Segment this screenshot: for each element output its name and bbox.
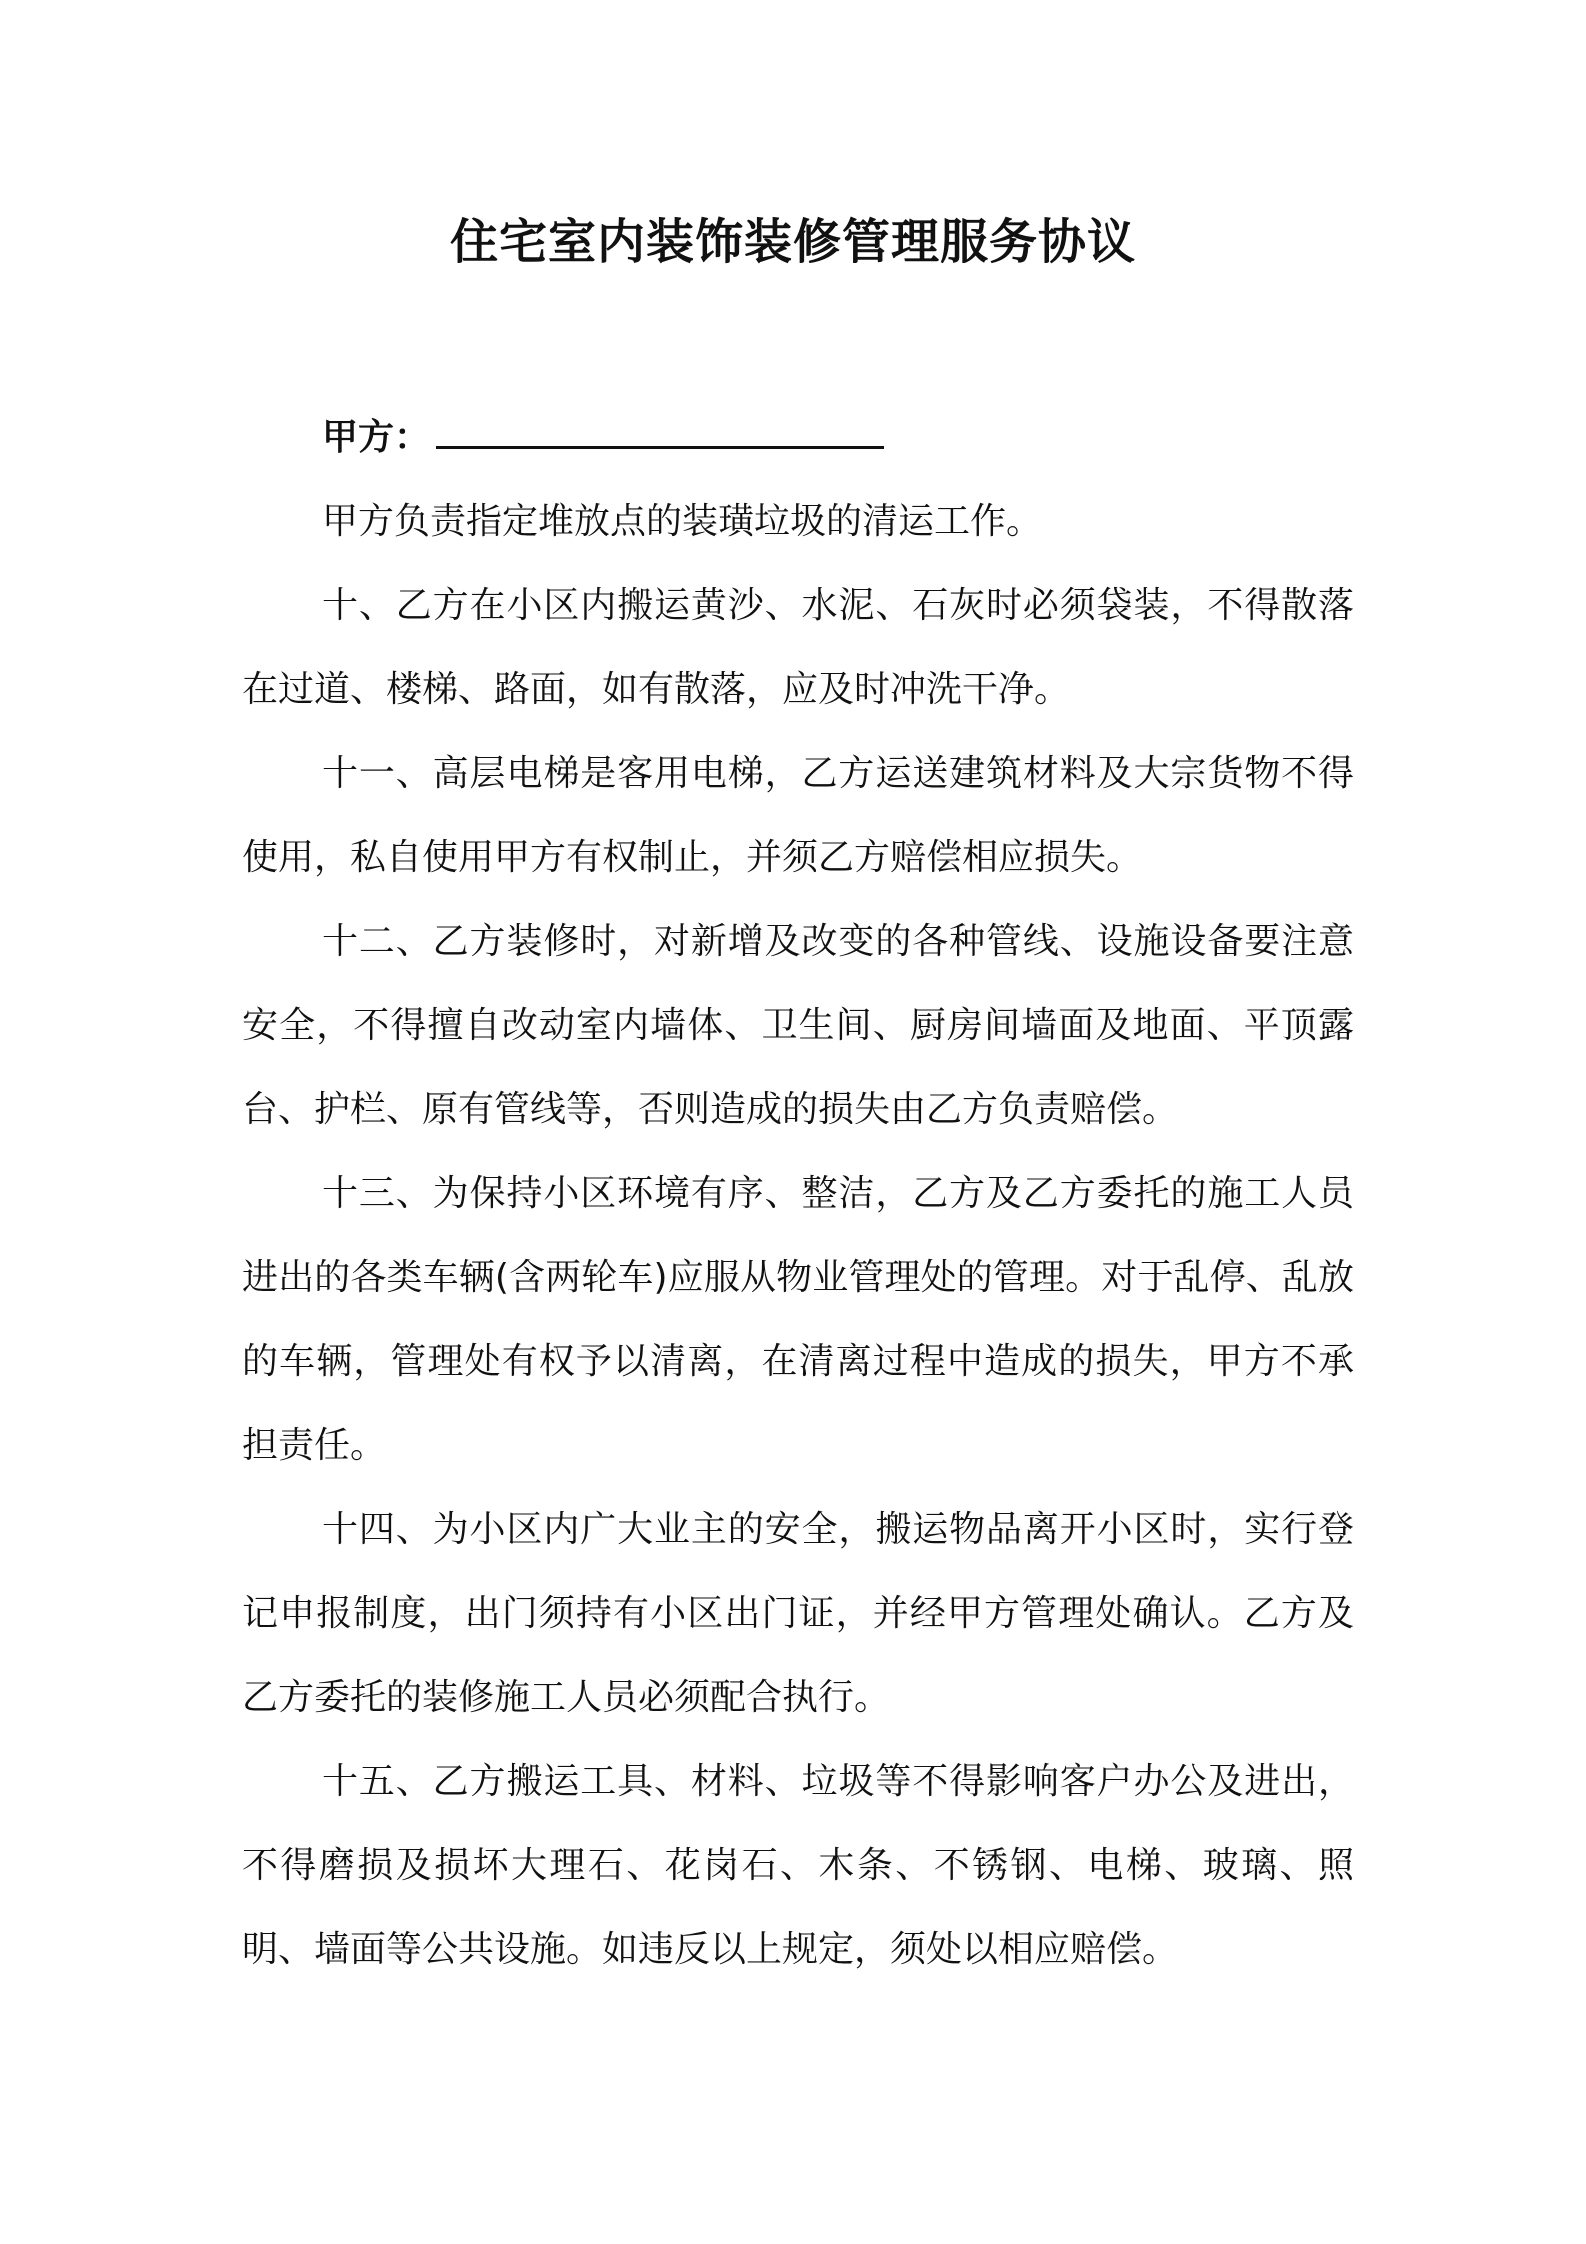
paragraph-clause-14: 十四、为小区内广大业主的安全，搬运物品离开小区时，实行登记申报制度，出门须持有小区出门证，并经甲方管理处确认。乙方及乙方委托的装修施工人员必须配合执行。	[242, 1509, 1354, 1718]
document-title: 住宅室内装饰装修管理服务协议	[449, 214, 1136, 270]
party-a-line	[242, 396, 1354, 480]
document-body	[242, 396, 1354, 1992]
paragraph-clause-13: 十三、为保持小区环境有序、整洁，乙方及乙方委托的施工人员进出的各类车辆(含两轮车)应服从物业管理处的管理。对于乱停、乱放的车辆，管理处有权予以清离，在清离过程中造成的损失，甲方不承担责任。	[242, 1173, 1354, 1466]
paragraph-clause-12: 十二、乙方装修时，对新增及改变的各种管线、设施设备要注意安全，不得擅自改动室内墙体、卫生间、厨房间墙面及地面、平顶露台、护栏、原有管线等，否则造成的损失由乙方负责赔偿。	[242, 921, 1354, 1130]
paragraph-waste-clearance: 甲方负责指定堆放点的装璜垃圾的清运工作。	[322, 501, 1043, 542]
party-a-blank-field	[436, 416, 884, 449]
paragraph-clause-11: 十一、高层电梯是客用电梯，乙方运送建筑材料及大宗货物不得使用，私自使用甲方有权制止，并须乙方赔偿相应损失。	[242, 753, 1354, 878]
paragraph-clause-10: 十、乙方在小区内搬运黄沙、水泥、石灰时必须袋装，不得散落在过道、楼梯、路面，如有散落，应及时冲洗干净。	[242, 585, 1354, 710]
party-a-label: 甲方：	[322, 417, 431, 458]
paragraph-clause-15: 十五、乙方搬运工具、材料、垃圾等不得影响客户办公及进出，不得磨损及损坏大理石、花岗石、木条、不锈钢、电梯、玻璃、照明、墙面等公共设施。如违反以上规定，须处以相应赔偿。	[242, 1761, 1354, 1970]
